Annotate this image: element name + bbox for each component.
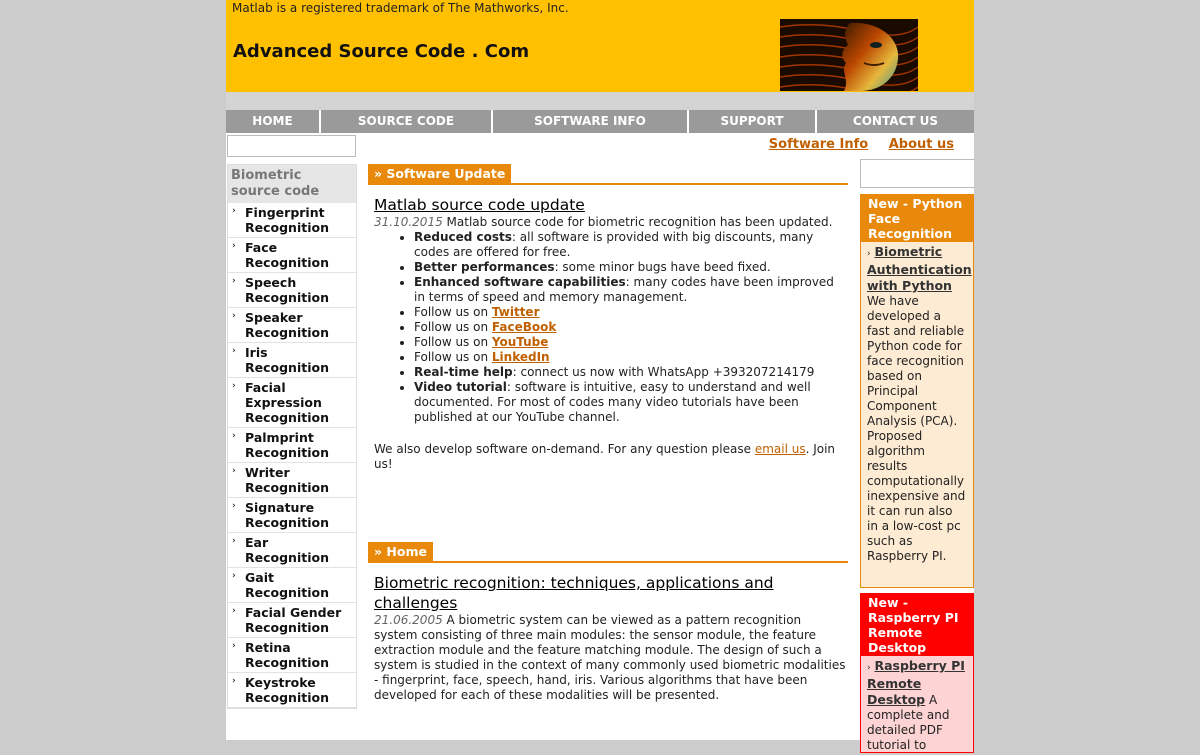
nav-home[interactable]: HOME	[226, 110, 321, 133]
post-date: 21.06.2005	[374, 613, 443, 627]
arrow-icon: ›	[867, 663, 871, 673]
sidebar-item-label: Retina Recognition	[245, 640, 329, 670]
sidebar-item-label: Writer Recognition	[245, 465, 329, 495]
sidebar-item-signature-recognition[interactable]	[228, 498, 356, 533]
sidebar-item-iris-recognition[interactable]	[228, 343, 356, 378]
sidebar-item-keystroke-recognition[interactable]	[228, 673, 356, 708]
arrow-icon: ›	[232, 346, 236, 356]
about-us-link[interactable]: About us	[888, 137, 954, 152]
page	[226, 0, 974, 752]
software-info-link[interactable]: Software Info	[768, 137, 869, 152]
python-box-text: We have developed a fast and reliable Python code for face recognition based on Principal Component Analysis (PCA). Proposed algorithm results computationally inexpensive and it can run also in a low-cost pc such as Raspberry PI.	[867, 294, 966, 563]
sidebar-item-label: Facial Expression Recognition	[245, 380, 329, 425]
arrow-icon: ›	[232, 206, 236, 216]
list-item: • Real-time help: connect us now with WhatsApp +393207214179	[414, 365, 848, 380]
arrow-icon: ›	[232, 571, 236, 581]
nav-contact-us[interactable]: CONTACT US	[852, 114, 939, 128]
sidebar-item-retina-recognition[interactable]	[228, 638, 356, 673]
header-banner	[226, 17, 974, 92]
face-logo-image	[780, 19, 918, 91]
sidebar	[227, 164, 357, 709]
arrow-icon: ›	[232, 241, 236, 251]
linkedin-link[interactable]: LinkedIn	[491, 350, 550, 364]
nav-software-info[interactable]: SOFTWARE INFO	[493, 110, 689, 133]
email-us-link[interactable]: email us	[754, 442, 806, 456]
trademark-bar	[226, 0, 974, 17]
trademark-text: Matlab is a registered trademark of The Mathworks, Inc.	[232, 1, 569, 15]
list-item: • Follow us on Twitter	[414, 305, 848, 320]
software-update-section-header	[368, 164, 848, 185]
list-item: • Reduced costs: all software is provided with big discounts, many codes are offered for free.	[414, 230, 848, 260]
sidebar-item-label: Face Recognition	[245, 240, 329, 270]
python-box-link[interactable]: Biometric Authentication with Python	[867, 244, 972, 293]
nav-support[interactable]: SUPPORT	[689, 110, 817, 133]
arrow-icon: ›	[232, 676, 236, 686]
raspberry-news-box	[860, 593, 974, 753]
sidebar-item-facial-gender-recognition[interactable]	[228, 603, 356, 638]
sidebar-item-face-recognition[interactable]	[228, 238, 356, 273]
arrow-icon: ›	[232, 606, 236, 616]
sidebar-item-label: Gait Recognition	[245, 570, 329, 600]
header-divider	[226, 92, 974, 110]
python-news-box	[860, 194, 974, 588]
update-post-body: 31.10.2015 Matlab source code for biometric recognition has been updated. • Reduced costs: all software is provided with big discounts, many codes are offered for free. • Better performances: some minor bugs have beed fixed. • Enhanced software capabilities: many codes have been improved in terms of speed and memory management. • Follow us on Twitter • Follow us on FaceBook • Follow us on YouTube • Follow us on LinkedIn • Real-time help: connect us now with WhatsApp +393207214179 • Video tutorial: software is intuitive, easy to understand and well documented. For most of codes many video tutorials have been published at our YouTube channel. We also develop software on-demand. For any question please email us. Join us!	[374, 215, 848, 472]
sidebar-item-palmprint-recognition[interactable]	[228, 428, 356, 463]
python-box-body	[861, 242, 973, 566]
sidebar-item-label: Facial Gender Recognition	[245, 605, 342, 635]
facebook-link[interactable]: FaceBook	[491, 320, 557, 334]
arrow-icon: ›	[232, 381, 236, 391]
list-item: • Follow us on LinkedIn	[414, 350, 848, 365]
arrow-icon: ›	[232, 641, 236, 651]
sidebar-heading: Biometric source code	[228, 164, 356, 203]
arrow-icon: ›	[867, 249, 871, 259]
raspberry-box-heading: New - Raspberry PI Remote Desktop	[861, 594, 973, 656]
sidebar-item-label: Speaker Recognition	[245, 310, 329, 340]
post-date: 31.10.2015	[374, 215, 443, 229]
sidebar-item-speaker-recognition[interactable]	[228, 308, 356, 343]
section-tag: » Home	[368, 542, 433, 561]
right-search-input[interactable]	[860, 159, 974, 188]
top-links	[753, 137, 954, 152]
sidebar-item-fingerprint-recognition[interactable]	[228, 203, 356, 238]
main-content	[368, 164, 848, 703]
sidebar-item-label: Fingerprint Recognition	[245, 205, 329, 235]
sidebar-item-gait-recognition[interactable]	[228, 568, 356, 603]
sidebar-item-label: Speech Recognition	[245, 275, 329, 305]
home-post-body: 21.06.2005 A biometric system can be viewed as a pattern recognition system consisting of three main modules: the sensor module, the feature extraction module and the feature matching module. The design of such a system is studied in the context of many commonly used biometric modalities - fingerprint, face, speech, hand, iris. Various algorithms that have been developed for each of these modalities will be presented.	[374, 613, 846, 702]
main-nav	[226, 110, 974, 133]
feature-list	[374, 230, 848, 425]
sidebar-item-label: Keystroke Recognition	[245, 675, 329, 705]
arrow-icon: ›	[232, 466, 236, 476]
on-demand-text: We also develop software on-demand. For any question please email us. Join us!	[374, 442, 836, 471]
twitter-link[interactable]: Twitter	[491, 305, 540, 319]
arrow-icon: ›	[232, 501, 236, 511]
section-tag: » Software Update	[368, 164, 511, 183]
sidebar-item-ear-recognition[interactable]	[228, 533, 356, 568]
sidebar-list	[228, 203, 356, 708]
list-item: • Enhanced software capabilities: many codes have been improved in terms of speed and memory management.	[414, 275, 848, 305]
sidebar-item-facial-expression-recognition[interactable]	[228, 378, 356, 428]
list-item: • Better performances: some minor bugs have beed fixed.	[414, 260, 848, 275]
home-section-header	[368, 542, 848, 563]
raspberry-box-link[interactable]: Raspberry PI Remote Desktop	[867, 658, 965, 707]
left-search-input[interactable]	[227, 135, 356, 157]
raspberry-box-body: › Raspberry PI Remote Desktop A complete and detailed PDF tutorial to	[867, 658, 965, 752]
sidebar-item-label: Ear Recognition	[245, 535, 329, 565]
youtube-link[interactable]: YouTube	[491, 335, 549, 349]
sidebar-item-speech-recognition[interactable]	[228, 273, 356, 308]
arrow-icon: ›	[232, 311, 236, 321]
list-item: • Video tutorial: software is intuitive, easy to understand and well documented. For most of codes many video tutorials have been published at our YouTube channel.	[414, 380, 848, 425]
sidebar-item-label: Iris Recognition	[245, 345, 329, 375]
nav-source-code[interactable]: SOURCE CODE	[321, 110, 493, 133]
sidebar-item-label: Palmprint Recognition	[245, 430, 329, 460]
sidebar-item-label: Signature Recognition	[245, 500, 329, 530]
site-title[interactable]: Advanced Source Code . Com	[233, 41, 530, 62]
python-box-heading: New - Python Face Recognition	[861, 195, 973, 242]
home-post-title[interactable]: Biometric recognition: techniques, applications and challenges	[374, 574, 774, 612]
arrow-icon: ›	[232, 431, 236, 441]
list-item: • Follow us on YouTube	[414, 335, 848, 350]
arrow-icon: ›	[232, 536, 236, 546]
update-post-title[interactable]: Matlab source code update	[374, 196, 585, 214]
list-item: • Follow us on FaceBook	[414, 320, 848, 335]
arrow-icon: ›	[232, 276, 236, 286]
sidebar-item-writer-recognition[interactable]	[228, 463, 356, 498]
